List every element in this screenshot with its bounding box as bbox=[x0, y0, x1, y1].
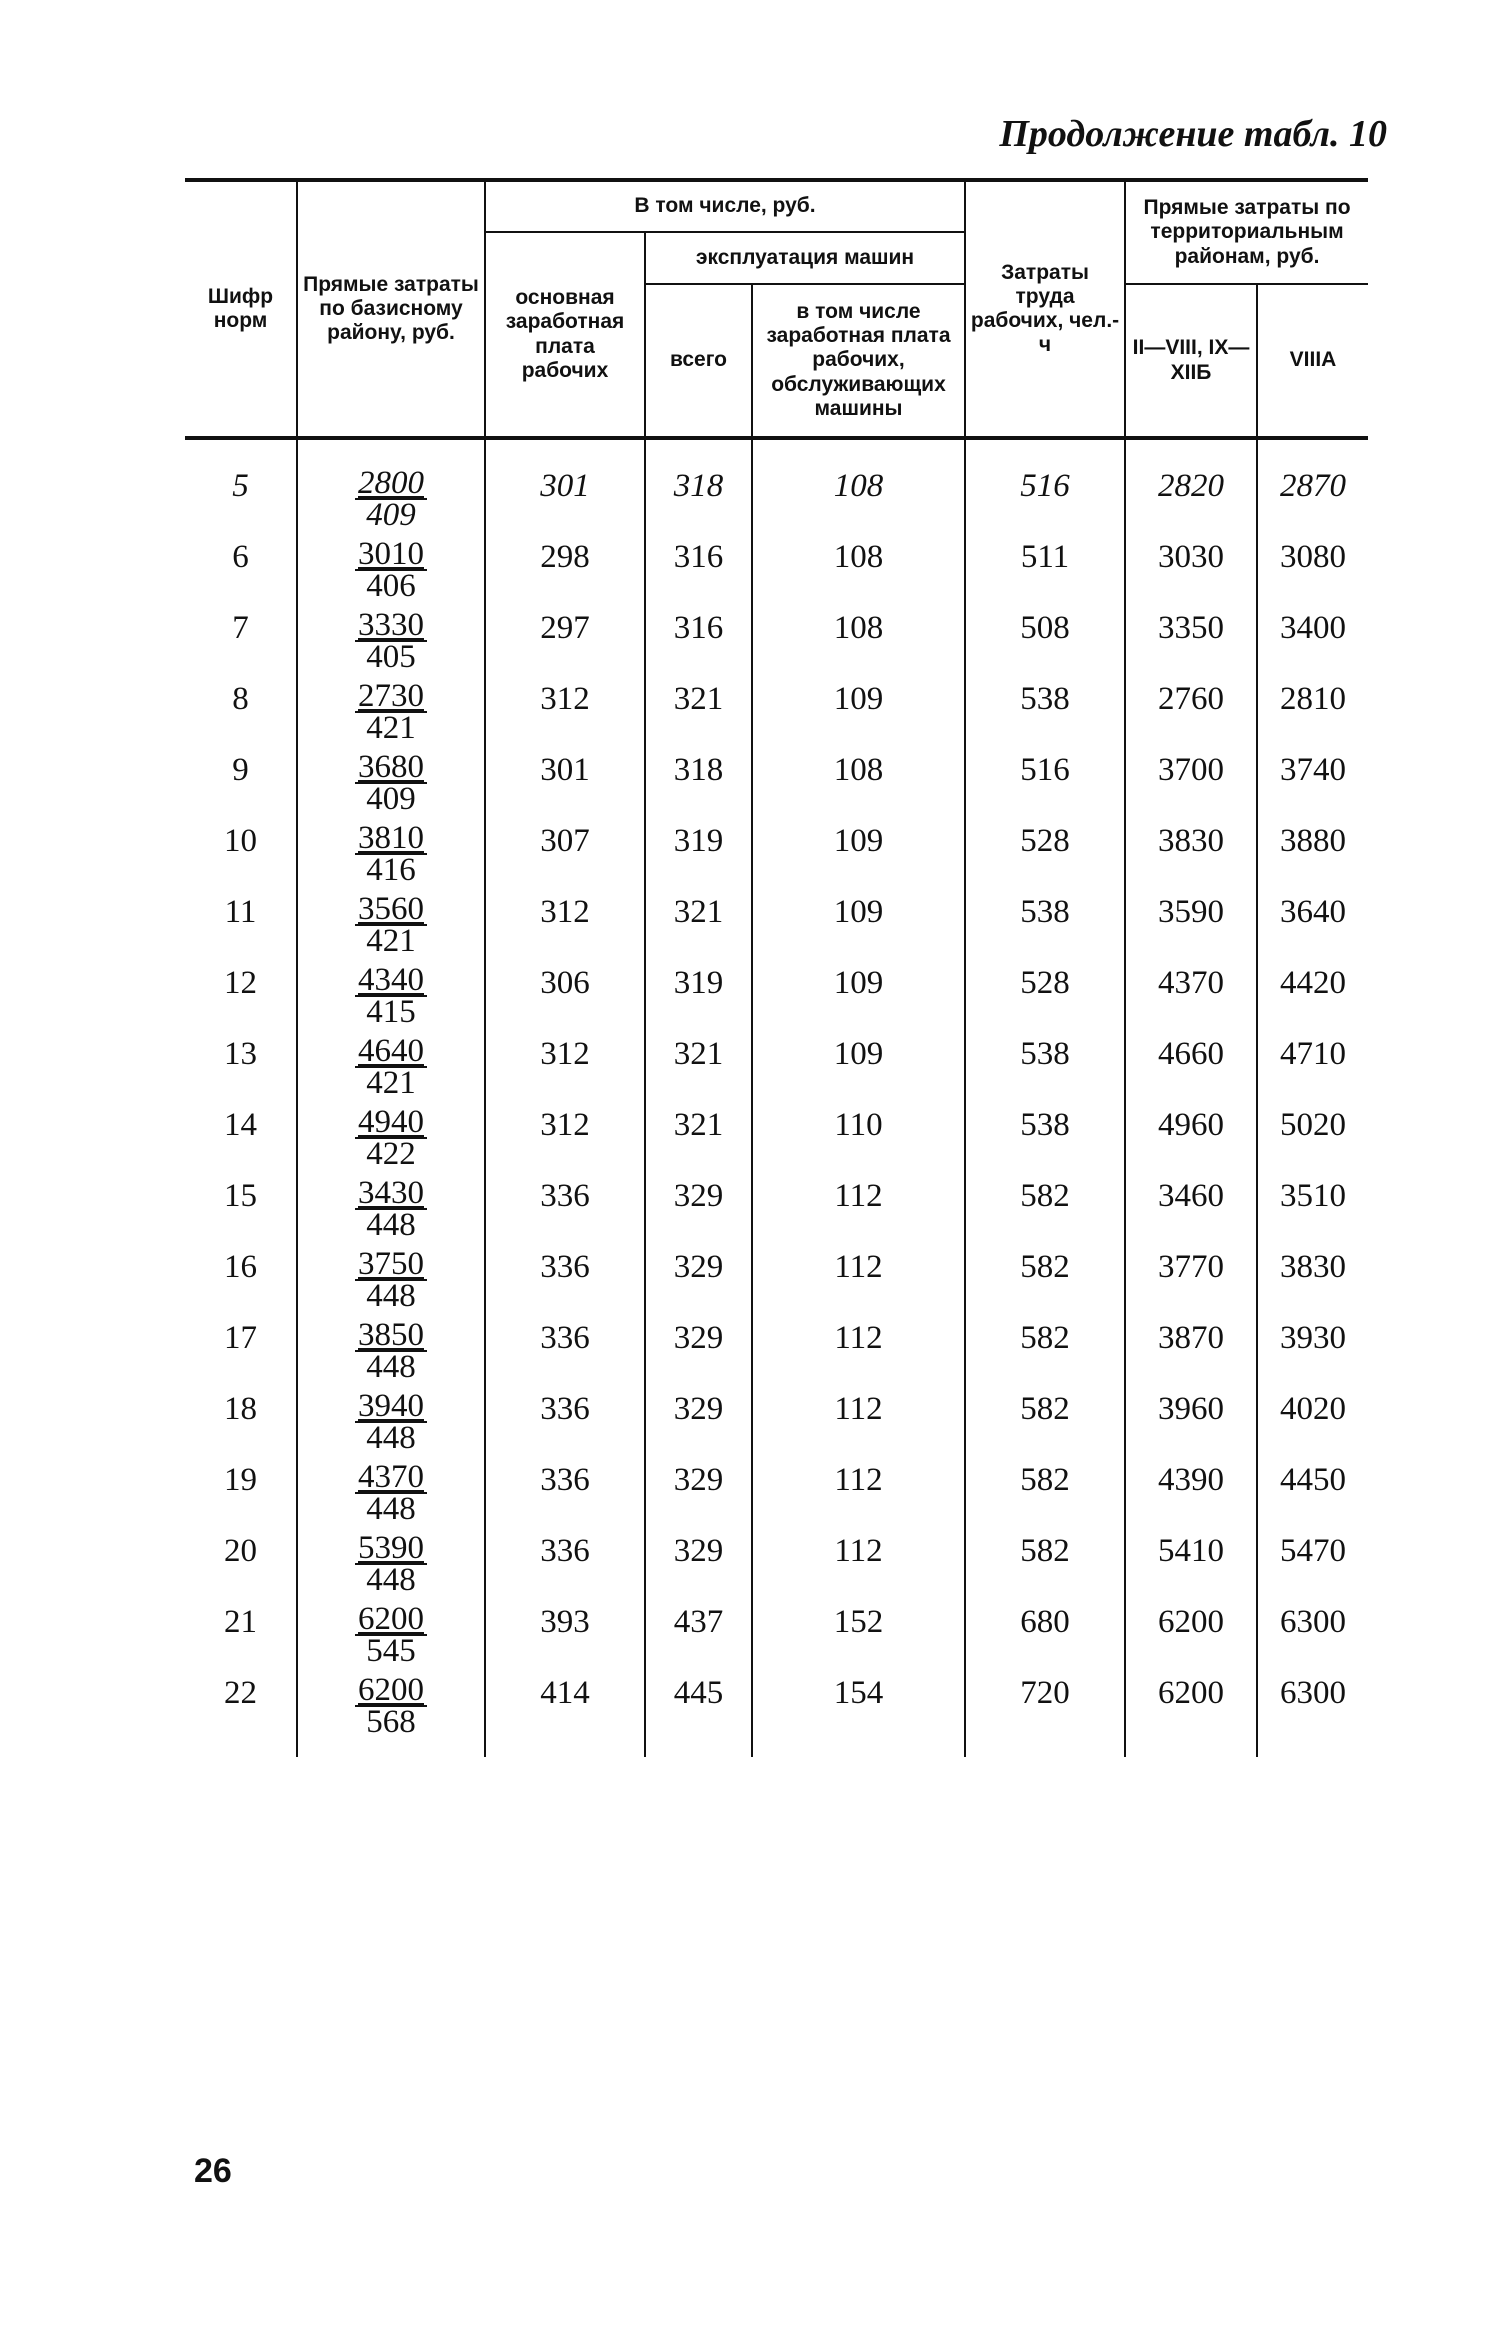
cell-wage: 414 bbox=[485, 1675, 645, 1757]
direct-cost-subvalue: 448 bbox=[355, 1208, 427, 1240]
cell-direct-cost bbox=[297, 1246, 485, 1320]
cell-mwage: 152 bbox=[752, 1604, 965, 1675]
cell-direct-cost bbox=[297, 536, 485, 610]
cell-wage: 336 bbox=[485, 1533, 645, 1604]
cell-direct-cost bbox=[297, 1388, 485, 1462]
cell-total: 329 bbox=[645, 1320, 752, 1391]
cell-code: 21 bbox=[185, 1604, 297, 1675]
cell-r2: 3740 bbox=[1257, 752, 1368, 823]
cell-labor: 508 bbox=[965, 610, 1125, 681]
direct-cost-value: 4340 bbox=[358, 962, 424, 998]
direct-cost-value: 3430 bbox=[358, 1175, 424, 1211]
direct-cost-subvalue: 409 bbox=[355, 782, 427, 814]
direct-cost-value: 6200 bbox=[358, 1672, 424, 1708]
table-row bbox=[185, 1178, 1368, 1249]
table-row bbox=[185, 539, 1368, 610]
cell-r1: 6200 bbox=[1125, 1604, 1257, 1675]
direct-cost-subvalue: 545 bbox=[355, 1634, 427, 1666]
cell-code: 14 bbox=[185, 1107, 297, 1178]
cell-direct-cost bbox=[297, 820, 485, 894]
cell-total: 445 bbox=[645, 1675, 752, 1757]
direct-cost-value: 3010 bbox=[358, 536, 424, 572]
direct-cost-subvalue: 448 bbox=[355, 1350, 427, 1382]
table-caption: Продолжение табл. 10 bbox=[999, 113, 1387, 155]
direct-cost-fraction bbox=[355, 1033, 427, 1101]
cell-mwage: 108 bbox=[752, 539, 965, 610]
cell-code: 5 bbox=[185, 468, 297, 539]
cell-direct-cost bbox=[297, 1459, 485, 1533]
cell-direct-cost bbox=[297, 1033, 485, 1107]
cell-labor: 538 bbox=[965, 681, 1125, 752]
header-including: В том числе, руб. bbox=[485, 180, 965, 232]
direct-cost-value: 4370 bbox=[358, 1459, 424, 1495]
direct-cost-value: 2730 bbox=[358, 678, 424, 714]
cell-code: 20 bbox=[185, 1533, 297, 1604]
cell-total: 318 bbox=[645, 468, 752, 539]
cell-r1: 3350 bbox=[1125, 610, 1257, 681]
cell-total: 316 bbox=[645, 539, 752, 610]
direct-cost-subvalue: 406 bbox=[355, 569, 427, 601]
cell-code: 22 bbox=[185, 1675, 297, 1757]
cell-direct-cost bbox=[297, 607, 485, 681]
cell-labor: 720 bbox=[965, 1675, 1125, 1757]
cell-r2: 4710 bbox=[1257, 1036, 1368, 1107]
direct-cost-subvalue: 416 bbox=[355, 853, 427, 885]
cell-total: 321 bbox=[645, 681, 752, 752]
cell-labor: 582 bbox=[965, 1249, 1125, 1320]
cell-r1: 3770 bbox=[1125, 1249, 1257, 1320]
direct-cost-subvalue: 421 bbox=[355, 924, 427, 956]
cell-code: 6 bbox=[185, 539, 297, 610]
cell-code: 13 bbox=[185, 1036, 297, 1107]
cell-labor: 582 bbox=[965, 1462, 1125, 1533]
cell-direct-cost bbox=[297, 891, 485, 965]
cell-mwage: 112 bbox=[752, 1533, 965, 1604]
cell-labor: 680 bbox=[965, 1604, 1125, 1675]
cell-r1: 3590 bbox=[1125, 894, 1257, 965]
cell-r2: 3880 bbox=[1257, 823, 1368, 894]
cell-direct-cost bbox=[297, 1175, 485, 1249]
cell-mwage: 112 bbox=[752, 1391, 965, 1462]
direct-cost-subvalue: 421 bbox=[355, 1066, 427, 1098]
direct-cost-subvalue: 415 bbox=[355, 995, 427, 1027]
cell-mwage: 109 bbox=[752, 823, 965, 894]
direct-cost-subvalue: 448 bbox=[355, 1421, 427, 1453]
direct-cost-fraction bbox=[355, 678, 427, 746]
page-number: 26 bbox=[194, 2152, 232, 2190]
cell-r2: 3830 bbox=[1257, 1249, 1368, 1320]
table-row bbox=[185, 1036, 1368, 1107]
cell-mwage: 108 bbox=[752, 610, 965, 681]
cell-mwage: 108 bbox=[752, 468, 965, 539]
table-row bbox=[185, 468, 1368, 539]
cell-total: 329 bbox=[645, 1391, 752, 1462]
cell-mwage: 108 bbox=[752, 752, 965, 823]
cell-total: 329 bbox=[645, 1533, 752, 1604]
cell-wage: 306 bbox=[485, 965, 645, 1036]
cell-direct-cost bbox=[297, 465, 485, 539]
header-machine-total: всего bbox=[645, 284, 752, 438]
cell-code: 7 bbox=[185, 610, 297, 681]
cell-wage: 298 bbox=[485, 539, 645, 610]
cell-total: 329 bbox=[645, 1178, 752, 1249]
direct-cost-fraction bbox=[355, 536, 427, 604]
cell-mwage: 112 bbox=[752, 1178, 965, 1249]
cell-direct-cost bbox=[297, 1601, 485, 1675]
cell-r1: 3030 bbox=[1125, 539, 1257, 610]
direct-cost-value: 2800 bbox=[358, 465, 424, 501]
cell-mwage: 154 bbox=[752, 1675, 965, 1757]
cell-r1: 3700 bbox=[1125, 752, 1257, 823]
cell-total: 329 bbox=[645, 1249, 752, 1320]
cell-r1: 6200 bbox=[1125, 1675, 1257, 1757]
table-row bbox=[185, 752, 1368, 823]
table-body bbox=[185, 438, 1368, 1757]
direct-cost-subvalue: 448 bbox=[355, 1492, 427, 1524]
direct-cost-value: 6200 bbox=[358, 1601, 424, 1637]
cell-labor: 538 bbox=[965, 1107, 1125, 1178]
cell-code: 10 bbox=[185, 823, 297, 894]
cell-code: 9 bbox=[185, 752, 297, 823]
cell-labor: 538 bbox=[965, 894, 1125, 965]
cell-labor: 528 bbox=[965, 823, 1125, 894]
cell-r2: 5020 bbox=[1257, 1107, 1368, 1178]
cell-wage: 312 bbox=[485, 1036, 645, 1107]
cell-wage: 301 bbox=[485, 752, 645, 823]
cell-r1: 4390 bbox=[1125, 1462, 1257, 1533]
cell-code: 16 bbox=[185, 1249, 297, 1320]
cell-total: 318 bbox=[645, 752, 752, 823]
cell-labor: 582 bbox=[965, 1320, 1125, 1391]
cell-wage: 336 bbox=[485, 1462, 645, 1533]
cell-total: 329 bbox=[645, 1462, 752, 1533]
cell-total: 321 bbox=[645, 1107, 752, 1178]
cell-code: 12 bbox=[185, 965, 297, 1036]
table-row bbox=[185, 1107, 1368, 1178]
cell-r1: 3870 bbox=[1125, 1320, 1257, 1391]
cell-wage: 301 bbox=[485, 468, 645, 539]
cell-wage: 312 bbox=[485, 681, 645, 752]
table-row bbox=[185, 681, 1368, 752]
cell-total: 319 bbox=[645, 965, 752, 1036]
direct-cost-value: 3810 bbox=[358, 820, 424, 856]
header-base-wage: основная заработная плата рабочих bbox=[485, 232, 645, 438]
cell-labor: 538 bbox=[965, 1036, 1125, 1107]
cell-direct-cost bbox=[297, 962, 485, 1036]
cell-wage: 307 bbox=[485, 823, 645, 894]
header-region-a: II—VIII, IX—XIIБ bbox=[1125, 284, 1257, 438]
cell-mwage: 110 bbox=[752, 1107, 965, 1178]
cell-r2: 3400 bbox=[1257, 610, 1368, 681]
cell-direct-cost bbox=[297, 1530, 485, 1604]
cell-mwage: 112 bbox=[752, 1249, 965, 1320]
cell-direct-cost bbox=[297, 1317, 485, 1391]
direct-cost-fraction bbox=[355, 1317, 427, 1385]
table-row bbox=[185, 1320, 1368, 1391]
table-row bbox=[185, 894, 1368, 965]
direct-cost-subvalue: 422 bbox=[355, 1137, 427, 1169]
direct-cost-value: 3850 bbox=[358, 1317, 424, 1353]
direct-cost-subvalue: 409 bbox=[355, 498, 427, 530]
cell-r1: 2760 bbox=[1125, 681, 1257, 752]
cell-wage: 312 bbox=[485, 894, 645, 965]
table-row bbox=[185, 823, 1368, 894]
cell-code: 17 bbox=[185, 1320, 297, 1391]
direct-cost-value: 4940 bbox=[358, 1104, 424, 1140]
cell-r2: 2810 bbox=[1257, 681, 1368, 752]
cell-total: 321 bbox=[645, 894, 752, 965]
cost-table bbox=[185, 178, 1368, 1757]
cell-total: 437 bbox=[645, 1604, 752, 1675]
header-code: Шифр норм bbox=[185, 180, 297, 438]
direct-cost-value: 3560 bbox=[358, 891, 424, 927]
direct-cost-fraction bbox=[355, 891, 427, 959]
cell-mwage: 109 bbox=[752, 894, 965, 965]
cell-r1: 2820 bbox=[1125, 468, 1257, 539]
cell-r1: 5410 bbox=[1125, 1533, 1257, 1604]
table-row bbox=[185, 965, 1368, 1036]
direct-cost-fraction bbox=[355, 1246, 427, 1314]
cell-r1: 3960 bbox=[1125, 1391, 1257, 1462]
cell-wage: 312 bbox=[485, 1107, 645, 1178]
cell-wage: 336 bbox=[485, 1178, 645, 1249]
cell-wage: 336 bbox=[485, 1391, 645, 1462]
cell-mwage: 109 bbox=[752, 681, 965, 752]
direct-cost-value: 3750 bbox=[358, 1246, 424, 1282]
cell-r2: 6300 bbox=[1257, 1604, 1368, 1675]
direct-cost-fraction bbox=[355, 1530, 427, 1598]
header-region-b: VIIIA bbox=[1257, 284, 1368, 438]
cell-code: 15 bbox=[185, 1178, 297, 1249]
direct-cost-subvalue: 405 bbox=[355, 640, 427, 672]
cell-total: 321 bbox=[645, 1036, 752, 1107]
header-territorial: Прямые затраты по территориальным районам, руб. bbox=[1125, 180, 1368, 284]
cell-r2: 2870 bbox=[1257, 468, 1368, 539]
cell-direct-cost bbox=[297, 678, 485, 752]
direct-cost-fraction bbox=[355, 820, 427, 888]
cell-code: 11 bbox=[185, 894, 297, 965]
direct-cost-value: 3680 bbox=[358, 749, 424, 785]
cell-direct-cost bbox=[297, 749, 485, 823]
cell-r1: 4960 bbox=[1125, 1107, 1257, 1178]
table-row bbox=[185, 1675, 1368, 1757]
cell-code: 8 bbox=[185, 681, 297, 752]
header-labor: Затраты труда рабочих, чел.-ч bbox=[965, 180, 1125, 438]
direct-cost-fraction bbox=[355, 607, 427, 675]
cell-wage: 336 bbox=[485, 1320, 645, 1391]
table-row bbox=[185, 1604, 1368, 1675]
direct-cost-fraction bbox=[355, 1388, 427, 1456]
cell-labor: 516 bbox=[965, 468, 1125, 539]
cell-r2: 3510 bbox=[1257, 1178, 1368, 1249]
cell-r2: 4450 bbox=[1257, 1462, 1368, 1533]
direct-cost-fraction bbox=[355, 1104, 427, 1172]
cell-labor: 582 bbox=[965, 1391, 1125, 1462]
direct-cost-value: 4640 bbox=[358, 1033, 424, 1069]
header-machine-wage: в том числе заработная плата рабочих, обслуживающих машины bbox=[752, 284, 965, 438]
header-direct-costs: Прямые затраты по базисному району, руб. bbox=[297, 180, 485, 438]
cell-r2: 3640 bbox=[1257, 894, 1368, 965]
cell-direct-cost bbox=[297, 1672, 485, 1757]
table-row bbox=[185, 1533, 1368, 1604]
cell-r2: 3080 bbox=[1257, 539, 1368, 610]
cell-labor: 528 bbox=[965, 965, 1125, 1036]
direct-cost-fraction bbox=[355, 962, 427, 1030]
cell-r1: 3460 bbox=[1125, 1178, 1257, 1249]
table-row bbox=[185, 1391, 1368, 1462]
header-machine-operation: эксплуатация машин bbox=[645, 232, 965, 284]
table-row bbox=[185, 1462, 1368, 1533]
table-row bbox=[185, 610, 1368, 681]
direct-cost-value: 3940 bbox=[358, 1388, 424, 1424]
cell-wage: 297 bbox=[485, 610, 645, 681]
cell-labor: 582 bbox=[965, 1533, 1125, 1604]
cell-r1: 4660 bbox=[1125, 1036, 1257, 1107]
cell-r2: 4020 bbox=[1257, 1391, 1368, 1462]
cell-total: 319 bbox=[645, 823, 752, 894]
cell-mwage: 109 bbox=[752, 965, 965, 1036]
table-row bbox=[185, 1249, 1368, 1320]
direct-cost-subvalue: 568 bbox=[355, 1705, 427, 1737]
direct-cost-fraction bbox=[355, 1672, 427, 1740]
cell-wage: 393 bbox=[485, 1604, 645, 1675]
cell-code: 18 bbox=[185, 1391, 297, 1462]
direct-cost-value: 5390 bbox=[358, 1530, 424, 1566]
cell-r2: 6300 bbox=[1257, 1675, 1368, 1757]
cell-r1: 4370 bbox=[1125, 965, 1257, 1036]
cell-total: 316 bbox=[645, 610, 752, 681]
cell-mwage: 109 bbox=[752, 1036, 965, 1107]
direct-cost-fraction bbox=[355, 749, 427, 817]
direct-cost-fraction bbox=[355, 1601, 427, 1669]
cell-r2: 5470 bbox=[1257, 1533, 1368, 1604]
direct-cost-fraction bbox=[355, 1459, 427, 1527]
cell-r2: 3930 bbox=[1257, 1320, 1368, 1391]
direct-cost-subvalue: 448 bbox=[355, 1563, 427, 1595]
cell-labor: 582 bbox=[965, 1178, 1125, 1249]
cell-direct-cost bbox=[297, 1104, 485, 1178]
cell-mwage: 112 bbox=[752, 1320, 965, 1391]
cell-r2: 4420 bbox=[1257, 965, 1368, 1036]
cell-labor: 516 bbox=[965, 752, 1125, 823]
cell-code: 19 bbox=[185, 1462, 297, 1533]
direct-cost-fraction bbox=[355, 465, 427, 533]
cell-labor: 511 bbox=[965, 539, 1125, 610]
direct-cost-subvalue: 421 bbox=[355, 711, 427, 743]
cell-wage: 336 bbox=[485, 1249, 645, 1320]
cell-r1: 3830 bbox=[1125, 823, 1257, 894]
direct-cost-subvalue: 448 bbox=[355, 1279, 427, 1311]
cell-mwage: 112 bbox=[752, 1462, 965, 1533]
direct-cost-fraction bbox=[355, 1175, 427, 1243]
direct-cost-value: 3330 bbox=[358, 607, 424, 643]
